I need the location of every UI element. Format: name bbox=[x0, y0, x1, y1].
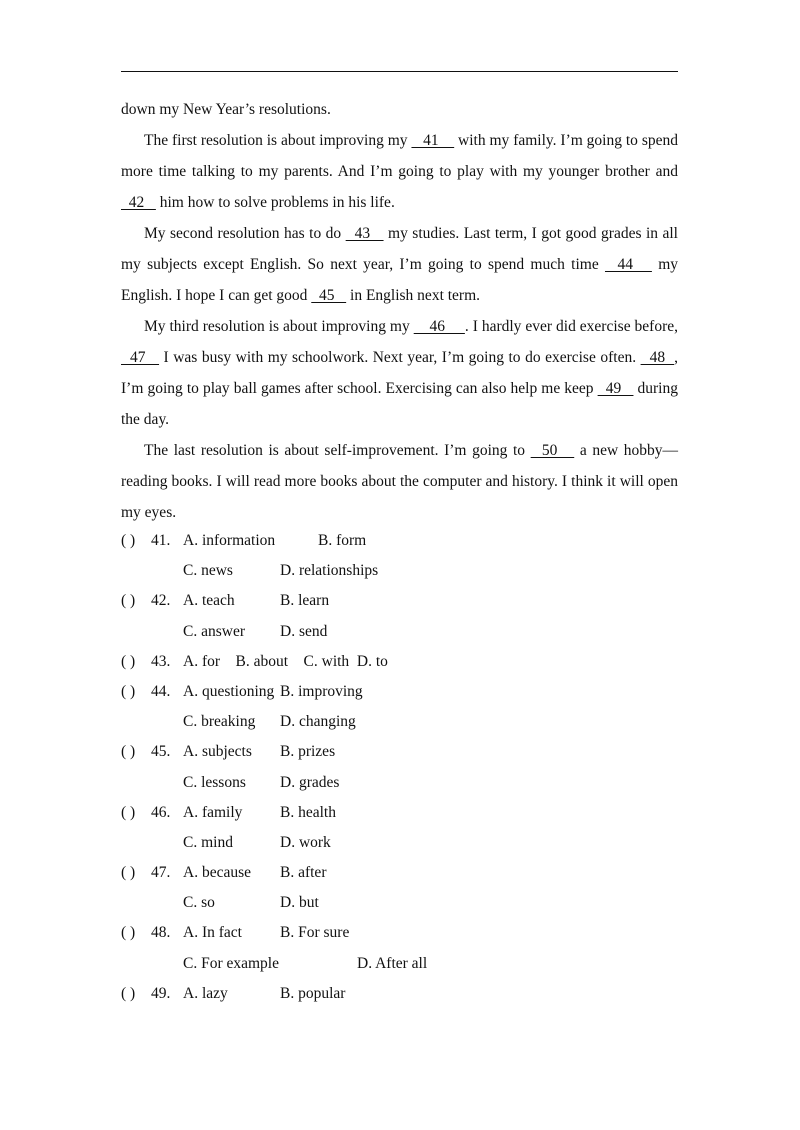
blank-45: 45 bbox=[311, 287, 347, 304]
option-d: D. send bbox=[280, 622, 328, 640]
blank-47: 47 bbox=[121, 349, 160, 366]
passage-text: . I hardly ever did exercise before, bbox=[464, 318, 678, 335]
passage-paragraph-0 bbox=[121, 94, 678, 125]
option-c: C. mind bbox=[183, 833, 233, 851]
option-a: A. questioning bbox=[183, 682, 275, 700]
question-number: 46. bbox=[151, 803, 171, 821]
passage-paragraph-4 bbox=[121, 435, 678, 528]
option-b: B. after bbox=[280, 864, 327, 882]
option-c: C. For example bbox=[183, 954, 279, 972]
question-41-options-cd bbox=[121, 556, 678, 586]
option-a: A. subjects bbox=[183, 743, 252, 761]
answer-paren: ( ) bbox=[121, 682, 136, 700]
option-d: D. After all bbox=[357, 954, 428, 972]
question-41 bbox=[121, 526, 678, 556]
passage-text: down my New Year’s resolutions. bbox=[121, 101, 331, 118]
passage-text: I was busy with my schoolwork. Next year, I’m going to do exercise often. bbox=[159, 349, 641, 366]
question-number: 47. bbox=[151, 864, 171, 882]
question-43 bbox=[121, 647, 678, 677]
option-a: A. lazy bbox=[183, 984, 228, 1002]
option-b: B. improving bbox=[280, 682, 363, 700]
option-a: A. In fact bbox=[183, 924, 242, 942]
options-line: A. for B. about C. with D. to bbox=[183, 652, 388, 670]
passage-text: in English next term. bbox=[346, 287, 481, 304]
option-b: B. popular bbox=[280, 984, 346, 1002]
answer-paren: ( ) bbox=[121, 984, 136, 1002]
passage-text: during the day. bbox=[121, 380, 678, 428]
option-b: B. For sure bbox=[280, 924, 350, 942]
option-a: A. family bbox=[183, 803, 243, 821]
question-number: 49. bbox=[151, 984, 171, 1002]
option-a: A. information bbox=[183, 532, 276, 549]
option-d: D. grades bbox=[280, 773, 340, 791]
passage-paragraph-2 bbox=[121, 218, 678, 311]
passage-text: The first resolution is about improving my bbox=[144, 132, 412, 149]
passage-paragraph-1 bbox=[121, 125, 678, 218]
passage-text: my studies. Last term, I got good grades in all my subjects except English. So next year, I’m going to spend much time bbox=[121, 225, 678, 273]
answer-paren: ( ) bbox=[121, 532, 136, 549]
blank-42: 42 bbox=[121, 194, 156, 211]
question-42 bbox=[121, 586, 678, 616]
header-rule bbox=[121, 71, 678, 72]
option-b: B. prizes bbox=[280, 743, 336, 761]
option-a: A. because bbox=[183, 864, 251, 882]
answer-paren: ( ) bbox=[121, 652, 136, 670]
option-b: B. health bbox=[280, 803, 336, 821]
question-47-options-cd bbox=[121, 888, 678, 918]
passage-text: my English. I hope I can get good bbox=[121, 256, 678, 304]
question-list bbox=[121, 526, 678, 1009]
passage-text: My third resolution is about improving my bbox=[144, 318, 414, 335]
option-d: D. changing bbox=[280, 713, 356, 731]
passage-text: My second resolution has to do bbox=[144, 225, 346, 242]
option-d: D. but bbox=[280, 894, 319, 912]
blank-46: 46 bbox=[413, 318, 465, 335]
option-d: D. relationships bbox=[280, 562, 379, 580]
passage-text: , I’m going to play ball games after school. Exercising can also help me keep bbox=[121, 349, 679, 397]
option-d: D. work bbox=[280, 833, 331, 851]
answer-paren: ( ) bbox=[121, 924, 136, 942]
blank-41: 41 bbox=[411, 132, 455, 149]
answer-paren: ( ) bbox=[121, 864, 136, 882]
question-44-options-cd bbox=[121, 707, 678, 737]
blank-49: 49 bbox=[597, 380, 634, 397]
question-number: 41. bbox=[151, 532, 171, 549]
passage-text: with my family. I’m going to spend more time talking to my parents. And I’m going to play with my younger brother and bbox=[121, 132, 678, 180]
question-number: 42. bbox=[151, 592, 171, 610]
question-45-options-cd bbox=[121, 768, 678, 798]
blank-43: 43 bbox=[345, 225, 384, 242]
cloze-passage bbox=[121, 94, 678, 528]
option-a: A. teach bbox=[183, 592, 235, 610]
option-c: C. breaking bbox=[183, 713, 256, 731]
question-48-options-cd bbox=[121, 949, 678, 979]
passage-text: The last resolution is about self-improvement. I’m going to bbox=[144, 442, 531, 459]
answer-paren: ( ) bbox=[121, 743, 136, 761]
answer-paren: ( ) bbox=[121, 592, 136, 610]
passage-text: a new hobby—reading books. I will read more books about the computer and history. I think it will open my eyes. bbox=[121, 442, 678, 521]
option-c: C. lessons bbox=[183, 773, 246, 791]
question-46-options-cd bbox=[121, 828, 678, 858]
option-c: C. news bbox=[183, 562, 233, 580]
answer-paren: ( ) bbox=[121, 803, 136, 821]
option-b: B. learn bbox=[280, 592, 330, 610]
blank-50: 50 bbox=[530, 442, 575, 459]
question-45 bbox=[121, 737, 678, 767]
option-c: C. answer bbox=[183, 622, 245, 640]
question-46 bbox=[121, 798, 678, 828]
question-49 bbox=[121, 979, 678, 1009]
passage-text: him how to solve problems in his life. bbox=[155, 194, 395, 211]
question-number: 45. bbox=[151, 743, 171, 761]
option-c: C. so bbox=[183, 894, 215, 912]
question-48 bbox=[121, 918, 678, 948]
question-47 bbox=[121, 858, 678, 888]
question-number: 44. bbox=[151, 682, 171, 700]
option-b: B. form bbox=[318, 532, 367, 549]
question-number: 48. bbox=[151, 924, 171, 942]
passage-paragraph-3 bbox=[121, 311, 678, 435]
blank-44: 44 bbox=[604, 256, 652, 273]
question-number: 43. bbox=[151, 652, 171, 670]
question-42-options-cd bbox=[121, 617, 678, 647]
blank-48: 48 bbox=[640, 349, 675, 366]
question-44 bbox=[121, 677, 678, 707]
